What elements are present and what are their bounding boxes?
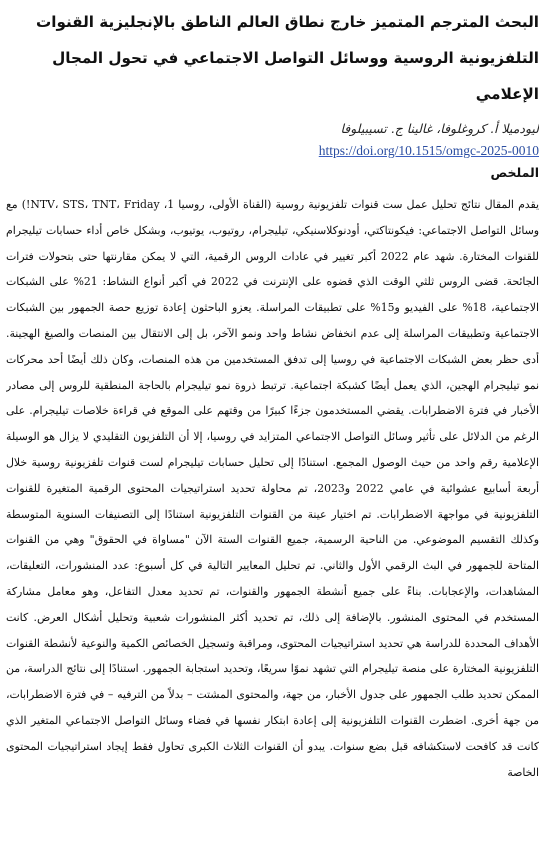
abstract-body [6, 192, 539, 785]
abstract-heading: الملخص [490, 165, 539, 180]
abstract-paragraph: يقدم المقال نتائج تحليل عمل ست قنوات تلفزيونية روسية (القناة الأولى، روسيا 1، NTV، STS، TNT، Friday!) مع وسائل التواصل الاجتماعي: فيكونتاكتي، أودنوكلاسنيكي، تيليجرام، روتيوب، يوتيوب، وبشكل خاص أداء حسابات تيليجرام للقنوات المختارة. شهد عام 2022 أكبر تغيير في عادات الروس الرقمية، التي لا يمكن مقارنتها حتى بتحولات فترات الجائحة. قضى الروس ثلثي الوقت الذي قضوه على الإنترنت في 2022 في أكبر أنواع النشاط: 21% على الشبكات الاجتماعية، 18% على الفيديو و15% على تطبيقات المراسلة. يعزو الباحثون إعادة توزيع حصة الجمهور بين الشبكات الاجتماعية وتطبيقات المراسلة إلى عدم انخفاض نشاط واحد ونمو الآخر، بل إلى الانتقال بين المنصات والصيغ الهجينة. أدى حظر بعض الشبكات الاجتماعية في روسيا إلى تدفق المستخدمين من هذه المنصات، وكان ذلك أيضًا أحد محركات نمو تيليجرام الهجين، الذي يعمل أيضًا كشبكة اجتماعية. ترتبط ذروة نمو تيليجرام بالحاجة المنطقية للروس إلى مصادر الأخبار في فترة الاضطرابات. يقضي المستخدمون جزءًا كبيرًا من وقتهم على الموقع في قراءة خلاصات تيليجرام. على الرغم من الدلائل على تأثير وسائل التواصل الاجتماعي المتزايد في روسيا، إلا أن التلفزيون التقليدي لا يزال هو الوسيلة الإعلامية رقم واحد من حيث الوصول المجمع. استنادًا إلى تحليل حسابات تيليجرام لست قنوات تلفزيونية روسية خلال أربعة أسابيع عشوائية في عامي 2022 و2023، تم محاولة تحديد استراتيجيات المحتوى الرقمية المتغيرة للقنوات التلفزيونية في مواجهة الاضطرابات. تم اختيار عينة من القنوات التلفزيونية استنادًا إلى التصنيفات السنوية المتوسطة وكذلك التقسيم الموضوعي. من الناحية الرسمية، جميع القنوات الستة الآن "مساواة في الحقوق" وهي من القنوات المتاحة للجمهور في البث الرقمي الأول والثاني. تم تحليل المعايير التالية في كل أسبوع: عدد المنشورات، التعليقات، المشاهدات، والإعجابات. بناءً على جميع أنشطة الجمهور والقنوات، تم تحديد معدل التفاعل، وهو معامل مشاركة المستخدم في المحتوى المنشور. بالإضافة إلى ذلك، تم تحديد أكثر المنشورات شعبية وتحليل أشكال العرض. كانت الأهداف المحددة للدراسة هي تحديد استراتيجيات المحتوى، ومراقبة وتسجيل الخصائص الكمية والنوعية لأنشطة القنوات التلفزيونية المختارة على منصة تيليجرام التي تشهد نموًا سريعًا، وتحديد استجابة الجمهور. استنادًا إلى نتائج الدراسة، من الممكن تحديد طلب الجمهور على جدول الأخبار، من جهة، والمحتوى المشتت – بدلاً من الترفيه – في فترة الاضطرابات، من جهة أخرى. اضطرت القنوات التلفزيونية إلى إعادة ابتكار نفسها في فضاء وسائل التواصل الاجتماعي المتغير الذي كانت قد كافحت لاستكشافه قبل بضع سنوات. يبدو أن القنوات الثلاث الكبرى تحاول فقط إيجاد استراتيجيات المحتوى الخاصة [6, 198, 539, 779]
doi-link[interactable]: https://doi.org/10.1515/omgc-2025-0010 [318, 143, 539, 158]
paper-authors: ليودميلا أ. كروغلوفا، غالينا ج. تسيبيلوفا [340, 121, 539, 136]
paper-page [6, 4, 539, 850]
paper-title: البحث المترجم المتميز خارج نطاق العالم الناطق بالإنجليزية القنوات التلفزيونية الروسية ووسائل التواصل الاجتماعي في تحول المجال الإعلامي [35, 13, 539, 103]
doi-line [6, 142, 539, 160]
